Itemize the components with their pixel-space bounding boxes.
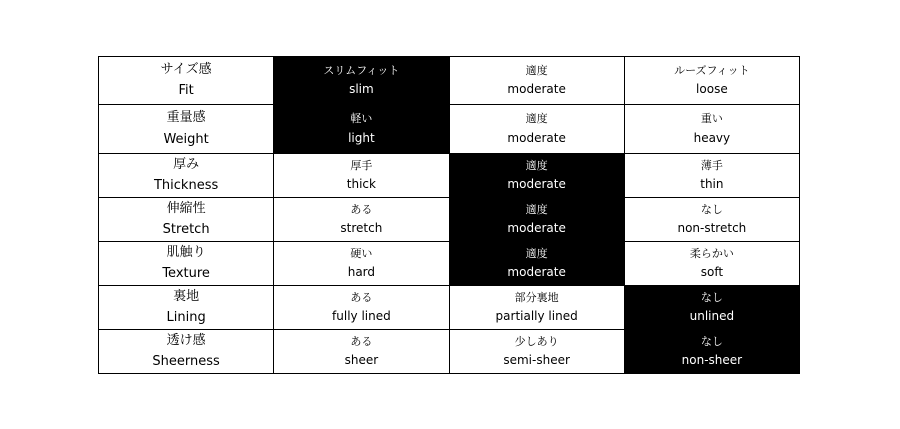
attribute-name-cell (99, 242, 274, 286)
option-label-jp: 少しあり (514, 334, 559, 348)
option-cell (449, 286, 624, 330)
table-body (99, 57, 800, 374)
attribute-name-jp: 肌触り (166, 244, 206, 260)
option-label-jp: 適度 (525, 112, 548, 126)
attribute-name-en: Fit (178, 83, 194, 98)
option-label-jp: スリムフィット (323, 63, 400, 77)
option-label-en: moderate (507, 265, 566, 280)
option-cell (624, 198, 799, 242)
table-row (99, 242, 800, 286)
option-cell (274, 198, 449, 242)
option-cell-selected (449, 154, 624, 198)
attribute-name-cell (99, 105, 274, 154)
option-cell (449, 57, 624, 105)
table-row (99, 154, 800, 198)
option-label-en: sheer (344, 353, 379, 368)
option-label-en: heavy (693, 130, 731, 145)
attribute-name-jp: 重量感 (166, 110, 206, 126)
option-label-en: fully lined (332, 309, 391, 324)
attribute-name-cell (99, 330, 274, 374)
option-label-en: thick (346, 177, 376, 192)
table-row (99, 57, 800, 105)
table-row (99, 105, 800, 154)
attribute-name-en: Sheerness (152, 354, 220, 369)
option-label-en: moderate (507, 82, 566, 97)
option-label-jp: なし (700, 202, 723, 216)
option-label-jp: 硬い (350, 246, 373, 260)
option-label-en: light (348, 130, 375, 145)
option-label-en: moderate (507, 177, 566, 192)
table-row (99, 198, 800, 242)
option-cell (624, 105, 799, 154)
option-cell-selected (274, 57, 449, 105)
option-label-jp: 厚手 (350, 158, 373, 172)
option-cell-selected (624, 330, 799, 374)
attribute-name-cell (99, 57, 274, 105)
option-label-en: hard (347, 265, 376, 280)
option-label-jp: 重い (700, 112, 723, 126)
option-cell (274, 286, 449, 330)
option-label-en: loose (696, 82, 728, 97)
option-label-jp: 薄手 (700, 158, 723, 172)
option-label-en: partially lined (495, 309, 578, 324)
option-cell (274, 242, 449, 286)
option-cell-selected (274, 105, 449, 154)
option-label-jp: ある (350, 290, 373, 304)
option-label-en: slim (349, 82, 374, 97)
attribute-name-en: Lining (166, 310, 206, 325)
attribute-name-jp: 厚み (173, 156, 200, 172)
option-label-jp: なし (700, 334, 723, 348)
attribute-name-cell (99, 198, 274, 242)
option-cell (624, 57, 799, 105)
table-row (99, 330, 800, 374)
option-label-jp: なし (700, 290, 723, 304)
option-label-en: moderate (507, 221, 566, 236)
option-label-jp: 適度 (525, 158, 548, 172)
attribute-name-cell (99, 154, 274, 198)
option-label-jp: ある (350, 334, 373, 348)
option-label-en: stretch (340, 221, 383, 236)
option-cell (274, 154, 449, 198)
option-label-jp: 柔らかい (689, 246, 734, 260)
option-label-jp: 部分裏地 (514, 290, 559, 304)
attribute-name-jp: サイズ感 (160, 61, 212, 77)
option-label-en: non-sheer (681, 353, 743, 368)
option-label-jp: ルーズフィット (674, 63, 750, 77)
option-cell (449, 330, 624, 374)
option-cell-selected (449, 242, 624, 286)
attribute-name-jp: 透け感 (166, 332, 206, 348)
table-row (99, 286, 800, 330)
option-label-en: semi-sheer (503, 353, 570, 368)
option-label-jp: 適度 (525, 63, 548, 77)
option-label-en: soft (700, 265, 724, 280)
size-attributes-table (98, 56, 800, 374)
option-cell-selected (449, 198, 624, 242)
option-cell (624, 242, 799, 286)
option-label-en: moderate (507, 130, 566, 145)
option-label-en: non-stretch (677, 221, 747, 236)
attribute-name-en: Thickness (153, 178, 219, 193)
option-label-en: thin (700, 177, 724, 192)
option-label-jp: 適度 (525, 202, 548, 216)
attribute-name-en: Stretch (162, 222, 210, 237)
attribute-name-jp: 裏地 (173, 288, 200, 304)
attribute-name-cell (99, 286, 274, 330)
attribute-name-en: Texture (162, 266, 210, 281)
attribute-name-jp: 伸縮性 (166, 200, 206, 216)
option-cell (624, 154, 799, 198)
option-cell-selected (624, 286, 799, 330)
option-cell (449, 105, 624, 154)
option-label-jp: 軽い (350, 112, 373, 126)
option-label-jp: 適度 (525, 246, 548, 260)
option-label-en: unlined (689, 309, 735, 324)
option-cell (274, 330, 449, 374)
attribute-name-en: Weight (163, 131, 209, 147)
option-label-jp: ある (350, 202, 373, 216)
